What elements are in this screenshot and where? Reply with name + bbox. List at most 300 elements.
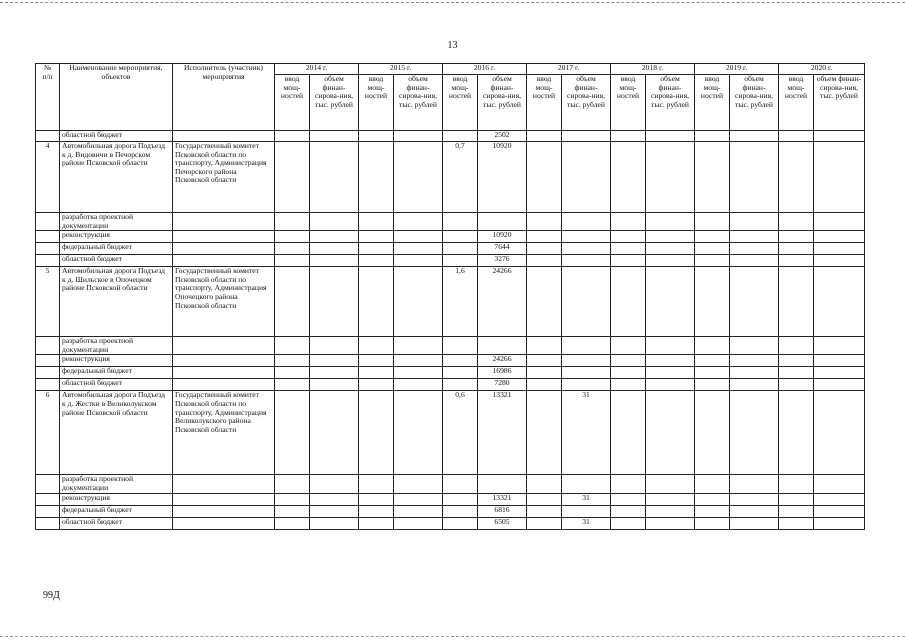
cell-name: областной бюджет [60,379,173,391]
cell-executor [173,243,275,255]
cell-value [730,493,779,505]
cell-value: 1,6 [443,267,478,337]
cell-value [527,255,562,267]
cell-value [730,355,779,367]
cell-value: 6816 [478,505,527,517]
cell-value [275,267,310,337]
cell-executor [173,475,275,493]
cell-name: областной бюджет [60,517,173,529]
cell-num: 6 [36,391,60,475]
cell-name: федеральный бюджет [60,505,173,517]
scan-edge-bottom [0,636,905,637]
page-number: 13 [447,40,458,51]
header-num: № п/п [36,64,60,131]
cell-value [359,355,394,367]
cell-num [36,255,60,267]
cell-value [275,391,310,475]
cell-value [646,379,695,391]
cell-value [394,505,443,517]
cell-value [527,517,562,529]
cell-value [310,213,359,231]
cell-value [359,231,394,243]
cell-value [310,243,359,255]
table-row [36,267,865,337]
cell-value [814,243,865,255]
cell-value [646,517,695,529]
cell-value [359,243,394,255]
cell-value [310,267,359,337]
cell-value [275,475,310,493]
cell-num [36,505,60,517]
cell-name: Автомобильная дорога Подъезд к д. Жестки в Великолукском районе Псковской области [60,391,173,475]
cell-value [611,355,646,367]
cell-value [394,367,443,379]
cell-value [527,505,562,517]
cell-value [730,367,779,379]
cell-num [36,379,60,391]
cell-value [695,142,730,213]
header-year: 2020 г. [779,64,865,75]
cell-value [275,213,310,231]
cell-value [695,391,730,475]
cell-value [394,131,443,142]
header-year: 2017 г. [527,64,611,75]
cell-num: 4 [36,142,60,213]
cell-value [310,142,359,213]
cell-value [275,142,310,213]
cell-value [646,267,695,337]
cell-value: 2502 [478,131,527,142]
cell-value [562,142,611,213]
cell-executor: Государственный комитет Псковской области по транспорту, Администрация Печорского района Псковской области [173,142,275,213]
cell-value [394,213,443,231]
cell-value [527,493,562,505]
cell-value [611,493,646,505]
table-row [36,391,865,475]
cell-value [394,243,443,255]
cell-value [478,337,527,355]
cell-value [646,337,695,355]
cell-value [814,517,865,529]
cell-value [814,337,865,355]
cell-value: 31 [562,517,611,529]
cell-value [730,142,779,213]
cell-value [814,213,865,231]
cell-value [394,493,443,505]
cell-value [611,517,646,529]
cell-value: 16986 [478,367,527,379]
cell-value [527,391,562,475]
cell-value [310,493,359,505]
cell-value [443,243,478,255]
cell-value [310,131,359,142]
program-table [35,63,865,530]
cell-value [646,243,695,255]
cell-value [310,367,359,379]
table-row [36,337,865,355]
cell-value [310,231,359,243]
cell-value [779,243,814,255]
cell-value [275,231,310,243]
cell-value [359,213,394,231]
cell-executor [173,255,275,267]
cell-value [646,505,695,517]
cell-name: Автомобильная дорога Подъезд к д. Шильское в Опочецком районе Псковской области [60,267,173,337]
cell-value [527,142,562,213]
cell-value [275,243,310,255]
cell-value [394,379,443,391]
cell-value [562,213,611,231]
cell-num [36,517,60,529]
cell-executor [173,355,275,367]
cell-value: 31 [562,391,611,475]
cell-name: областной бюджет [60,255,173,267]
table-row [36,493,865,505]
cell-value [611,131,646,142]
cell-value [646,391,695,475]
header-finance: объем финан-сирова-ния, тыс. рублей [562,75,611,131]
cell-value [359,475,394,493]
cell-value [562,505,611,517]
cell-value [611,379,646,391]
cell-value [310,517,359,529]
cell-value [611,243,646,255]
cell-value [611,391,646,475]
cell-value [695,243,730,255]
cell-value [779,379,814,391]
cell-value [646,213,695,231]
header-capacity: ввод мощ-ностей [443,75,478,131]
cell-value [562,131,611,142]
cell-value [646,142,695,213]
header-finance: объем финан-сирова-ния, тыс. рублей [478,75,527,131]
header-executor: Исполнитель (участник) мероприятия [173,64,275,131]
cell-value [730,267,779,337]
cell-value: 13321 [478,391,527,475]
cell-value [527,355,562,367]
header-year: 2014 г. [275,64,359,75]
cell-value: 24266 [478,267,527,337]
cell-value [394,355,443,367]
cell-name: областной бюджет [60,131,173,142]
cell-executor [173,367,275,379]
cell-value [814,391,865,475]
cell-value [562,243,611,255]
cell-value [695,131,730,142]
cell-value [814,267,865,337]
cell-value [359,517,394,529]
cell-value [730,505,779,517]
cell-value [611,505,646,517]
cell-value [275,255,310,267]
cell-value [394,255,443,267]
cell-value [814,379,865,391]
cell-value: 3276 [478,255,527,267]
cell-value [394,475,443,493]
header-year: 2019 г. [695,64,779,75]
header-capacity: ввод мощ-ностей [359,75,394,131]
cell-num [36,337,60,355]
cell-value [443,255,478,267]
cell-name: реконструкция [60,493,173,505]
cell-value [730,337,779,355]
cell-value [394,231,443,243]
cell-executor [173,379,275,391]
cell-value [443,493,478,505]
cell-value: 24266 [478,355,527,367]
cell-value [646,493,695,505]
table-body [36,131,865,530]
cell-value [443,131,478,142]
cell-num [36,231,60,243]
header-year: 2018 г. [611,64,695,75]
cell-value [310,337,359,355]
cell-value [814,505,865,517]
cell-value [646,231,695,243]
cell-value [359,367,394,379]
cell-executor [173,337,275,355]
cell-value [730,231,779,243]
cell-value [562,355,611,367]
cell-num [36,493,60,505]
cell-value [611,231,646,243]
table-row [36,367,865,379]
cell-value [779,142,814,213]
cell-value [275,355,310,367]
cell-value [779,493,814,505]
header-finance: объем финан-сирова-ния, тыс. рублей [394,75,443,131]
cell-value [695,255,730,267]
cell-value [814,142,865,213]
cell-value [359,255,394,267]
cell-value [359,131,394,142]
cell-value [562,367,611,379]
cell-value [562,255,611,267]
cell-value [310,379,359,391]
cell-value [646,255,695,267]
cell-value [779,131,814,142]
cell-value [275,367,310,379]
cell-value [275,131,310,142]
cell-value [779,391,814,475]
cell-value [779,213,814,231]
cell-value [611,142,646,213]
cell-value [359,493,394,505]
cell-name: Автомобильная дорога Подъезд к д. Видовичи в Печорском районе Псковской области [60,142,173,213]
cell-value [611,255,646,267]
cell-value [478,213,527,231]
cell-value [646,355,695,367]
cell-value [779,367,814,379]
cell-value [695,231,730,243]
cell-value [695,367,730,379]
table-header [36,64,865,131]
cell-value: 7280 [478,379,527,391]
cell-value [359,267,394,337]
cell-executor [173,131,275,142]
header-year: 2015 г. [359,64,443,75]
table-row [36,255,865,267]
cell-value [359,379,394,391]
cell-value [814,493,865,505]
cell-name: реконструкция [60,231,173,243]
cell-value [527,379,562,391]
cell-executor: Государственный комитет Псковской области по транспорту, Администрация Опочецкого района Псковской области [173,267,275,337]
table-row [36,231,865,243]
cell-value [814,475,865,493]
table-row [36,213,865,231]
cell-value [443,379,478,391]
header-year: 2016 г. [443,64,527,75]
cell-value [527,131,562,142]
cell-value [814,231,865,243]
cell-value [310,255,359,267]
cell-value [611,337,646,355]
header-capacity: ввод мощ-ностей [275,75,310,131]
cell-value [730,131,779,142]
cell-num [36,213,60,231]
cell-value [275,379,310,391]
cell-value [359,337,394,355]
header-name: Наименование мероприятия, объектов [60,64,173,131]
cell-name: разработка проектной документации [60,337,173,355]
cell-name: разработка проектной документации [60,475,173,493]
cell-value: 0,7 [443,142,478,213]
header-finance: объем финан-сирова-ния, тыс. рублей [310,75,359,131]
cell-value [730,391,779,475]
table-row [36,243,865,255]
cell-value [779,475,814,493]
cell-executor: Государственный комитет Псковской области по транспорту, Администрация Великолукского района Псковской области [173,391,275,475]
header-finance: объем финан-сирова-ния, тыс. рублей [814,75,865,131]
cell-num [36,243,60,255]
cell-value [646,131,695,142]
cell-name: разработка проектной документации [60,213,173,231]
cell-value [562,231,611,243]
cell-value [443,367,478,379]
cell-value [359,142,394,213]
cell-name: федеральный бюджет [60,367,173,379]
header-capacity: ввод мощ-ностей [779,75,814,131]
table-row [36,131,865,142]
cell-value [730,213,779,231]
cell-value [730,517,779,529]
table-row [36,142,865,213]
header-finance: объем финан-сирова-ния, тыс. рублей [646,75,695,131]
cell-value [779,355,814,367]
cell-value: 7644 [478,243,527,255]
cell-value [443,517,478,529]
cell-value [527,231,562,243]
cell-value [562,379,611,391]
cell-value: 13321 [478,493,527,505]
cell-value [275,505,310,517]
cell-executor [173,505,275,517]
cell-executor [173,517,275,529]
cell-value [814,355,865,367]
cell-value [695,337,730,355]
cell-value [527,475,562,493]
cell-value [443,231,478,243]
cell-value: 0,6 [443,391,478,475]
cell-value [646,475,695,493]
footer-code: 99Д [43,590,60,601]
cell-value [611,475,646,493]
cell-value: 10920 [478,231,527,243]
cell-value [562,337,611,355]
cell-value [443,337,478,355]
cell-value [779,231,814,243]
cell-executor [173,231,275,243]
cell-value [394,142,443,213]
header-capacity: ввод мощ-ностей [695,75,730,131]
cell-value [730,243,779,255]
cell-value [275,493,310,505]
cell-value [779,505,814,517]
cell-value [611,267,646,337]
cell-value [359,505,394,517]
cell-value [310,355,359,367]
cell-name: реконструкция [60,355,173,367]
cell-num: 5 [36,267,60,337]
cell-value [779,337,814,355]
cell-value [394,391,443,475]
cell-value [443,355,478,367]
cell-value [695,267,730,337]
header-capacity: ввод мощ-ностей [527,75,562,131]
cell-value [779,517,814,529]
table-row [36,517,865,529]
cell-value: 31 [562,493,611,505]
cell-value [359,391,394,475]
cell-value: 6505 [478,517,527,529]
header-capacity: ввод мощ-ностей [611,75,646,131]
cell-value [275,337,310,355]
cell-value [695,355,730,367]
cell-num [36,367,60,379]
cell-value [443,505,478,517]
cell-value [730,475,779,493]
cell-value [695,517,730,529]
cell-value [779,255,814,267]
cell-value [695,505,730,517]
cell-executor [173,213,275,231]
cell-value [527,367,562,379]
cell-value [310,505,359,517]
cell-value [562,267,611,337]
cell-value [478,475,527,493]
cell-value [695,379,730,391]
table-row [36,379,865,391]
cell-value [527,337,562,355]
cell-value [310,391,359,475]
cell-num [36,475,60,493]
cell-name: федеральный бюджет [60,243,173,255]
cell-value [527,213,562,231]
cell-value [527,267,562,337]
cell-executor [173,493,275,505]
cell-value [394,517,443,529]
cell-value [394,267,443,337]
cell-value [695,213,730,231]
cell-value [562,475,611,493]
cell-value [310,475,359,493]
scan-edge-top [0,2,905,3]
cell-value [730,379,779,391]
cell-value [611,367,646,379]
cell-value [394,337,443,355]
cell-value: 10920 [478,142,527,213]
